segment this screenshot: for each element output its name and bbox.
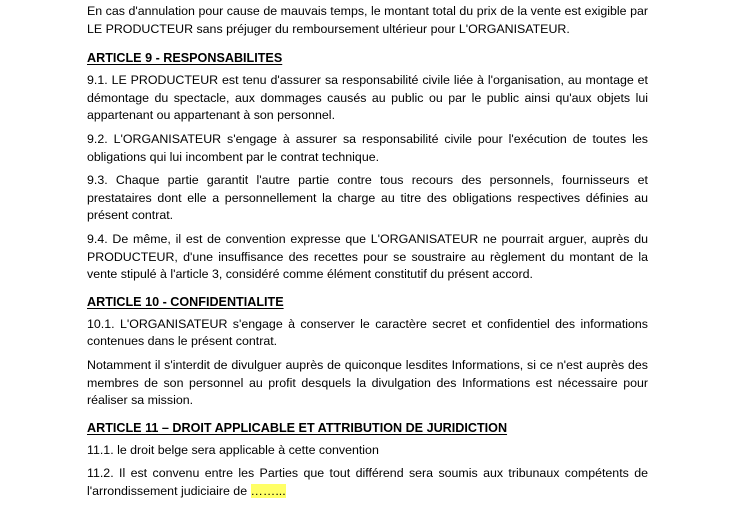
intro-paragraph: En cas d'annulation pour cause de mauvais temps, le montant total du prix de la vente est exigible par LE PRODUCTEUR sans préjuger du remboursement ultérieur pour L'ORGANISATEUR. <box>87 4 648 36</box>
article-10-heading: ARTICLE 10 - CONFIDENTIALITE <box>87 294 284 309</box>
jurisdiction-blank[interactable]: ……... <box>250 483 286 498</box>
article-9-3-paragraph: 9.3. Chaque partie garantit l'autre partie contre tous recours des personnels, fournisseurs et prestataires dont elle a personnellement la charge au titre des obligations respectives définies au présent contrat. <box>87 173 648 223</box>
article-11-heading: ARTICLE 11 – DROIT APPLICABLE ET ATTRIBUTION DE JURIDICTION <box>87 420 508 435</box>
article-11-1-paragraph: 11.1. le droit belge sera applicable à cette convention <box>87 442 379 457</box>
article-10-section <box>87 294 648 410</box>
article-9-1-paragraph: 9.1. LE PRODUCTEUR est tenu d'assurer sa responsabilité civile liée à l'organisation, au montage et démontage du spectacle, aux dommages causés au public ou par le public ainsi qu'aux objets lui appartenant ou appartenant à son personnel. <box>87 73 648 123</box>
article-10-2-paragraph: Notamment il s'interdit de divulguer auprès de quiconque lesdites Informations, si ce n'est auprès des membres de son personnel au profit desquels la divulgation des Informations est nécessaire pour réaliser sa mission. <box>87 357 648 408</box>
contract-page <box>87 3 648 500</box>
article-10-1-paragraph: 10.1. L'ORGANISATEUR s'engage à conserver le caractère secret et confidentiel des informations contenues dans le présent contrat. <box>87 316 648 349</box>
article-9-section <box>87 50 648 284</box>
article-11-2-paragraph <box>87 465 648 500</box>
article-9-heading: ARTICLE 9 - RESPONSABILITES <box>87 51 283 66</box>
article-9-2-paragraph: 9.2. L'ORGANISATEUR s'engage à assurer sa responsabilité civile pour l'exécution de toutes les obligations qui lui incombent par le contrat technique. <box>87 131 648 164</box>
article-11-section <box>87 420 648 501</box>
article-11-2-text: 11.2. Il est convenu entre les Parties que tout différend sera soumis aux tribunaux compétents de l'arrondissement judiciaire de <box>87 466 648 498</box>
article-9-4-paragraph: 9.4. De même, il est de convention expresse que L'ORGANISATEUR ne pourrait arguer, auprès du PRODUCTEUR, d'une insuffisance des recettes pour se soustraire au règlement du montant de la vente stipulé à l'article 3, considéré comme élément constitutif du présent accord. <box>87 231 648 282</box>
